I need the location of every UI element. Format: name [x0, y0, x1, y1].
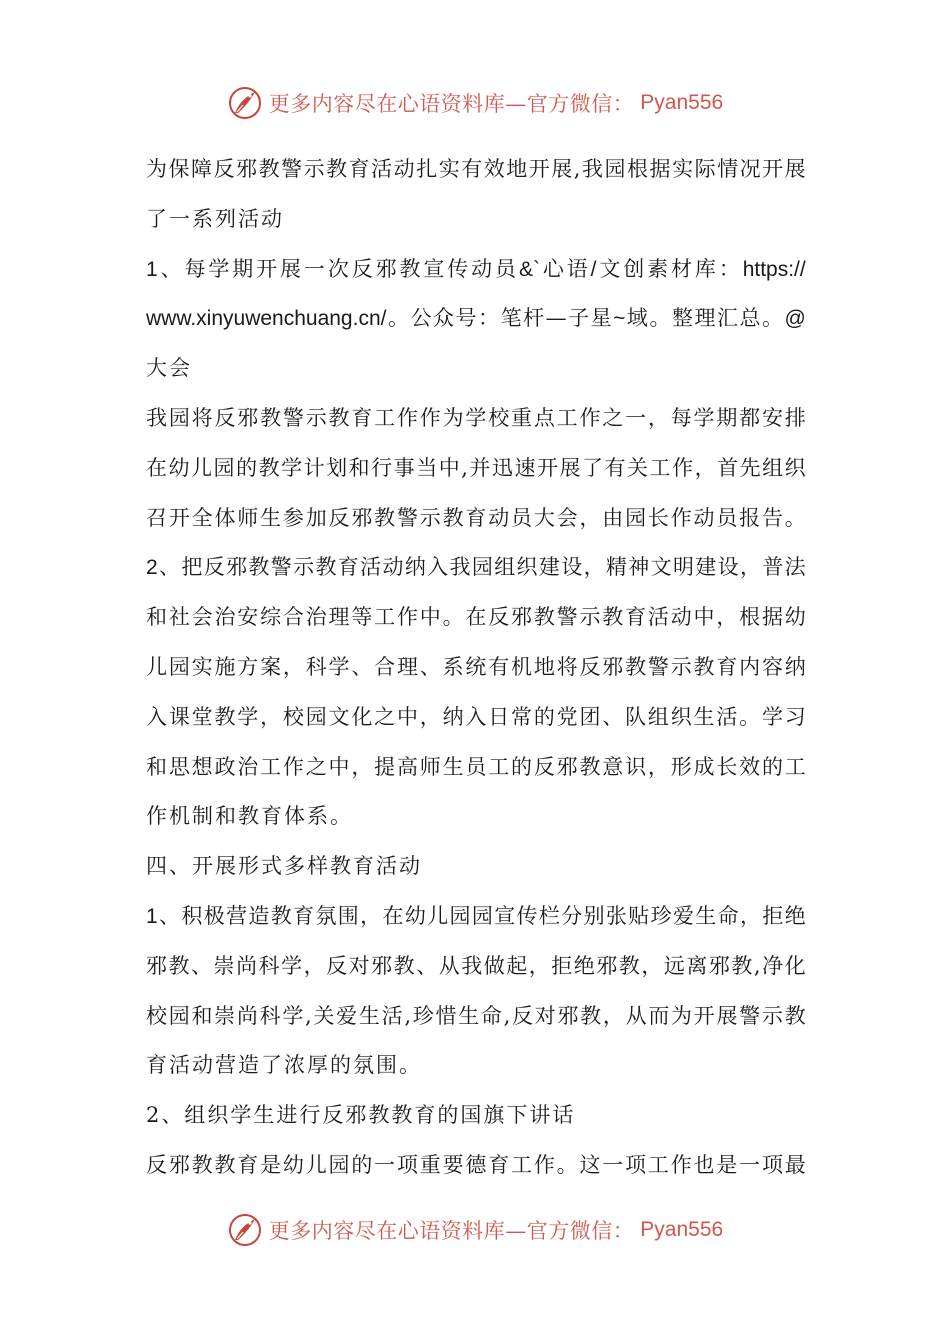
pen-nib-logo-icon: [227, 1212, 263, 1248]
body-line: 反 邪 教 教 育 是 幼 儿 园 的 一 项 重 要 德 育 工 作 。 这 一 项 工 作 也 是 一 项 最: [146, 1152, 806, 1177]
body-line: 和 社 会 治 安 综 合 治 理 等 工 作 中 。 在 反 邪 教 警 示 教 育 活 动 中 ， 根 据 幼: [146, 605, 806, 630]
body-line: 邪 教 、 崇 尚 科 学 ， 反 对 邪 教 、 从 我 做 起 ， 拒 绝 邪 教 ， 远 离 邪 教 , 净 化: [146, 953, 806, 978]
body-line: 作机制和教育体系。: [146, 804, 353, 829]
body-line: 儿 园 实 施 方 案 ， 科 学 、 合 理 、 系 统 有 机 地 将 反 邪 教 警 示 教 育 内 容 纳: [146, 654, 806, 679]
document-body: [146, 145, 806, 1191]
body-line: 召 开 全 体 师 生 参 加 反 邪 教 警 示 教 育 动 员 大 会 ， 由 园 长 作 动 员 报 告 。: [146, 505, 806, 530]
body-line: 和 思 想 政 治 工 作 之 中 ， 提 高 师 生 员 工 的 反 邪 教 意 识 ， 形 成 长 效 的 工: [146, 754, 806, 779]
body-line: 校 园 和 崇 尚 科 学 , 关 爱 生 活 , 珍 惜 生 命 , 反 对 邪 教 ， 从 而 为 开 展 警 示 教: [146, 1003, 806, 1028]
body-line: 2、组织学生进行反邪教教育的国旗下讲话: [146, 1103, 576, 1128]
body-line: 为 保 障 反 邪 教 警 示 教 育 活 动 扎 实 有 效 地 开 展 , 我 园 根 据 实 际 情 况 开 展: [146, 157, 806, 181]
pen-nib-logo-icon: [227, 85, 263, 121]
body-line: 在 幼 儿 园 的 教 学 计 划 和 行 事 当 中 , 并 迅 速 开 展 了 有 关 工 作 ， 首 先 组 织: [146, 455, 806, 480]
banner-wechat-id: Pyan556: [640, 91, 724, 114]
body-line: 我 园 将 反 邪 教 警 示 教 育 工 作 作 为 学 校 重 点 工 作 之 一 ， 每 学 期 都 安 排: [146, 405, 806, 430]
body-line: 四、开展形式多样教育活动: [146, 854, 422, 879]
body-line: www.xinyuwenchuang.cn/ 。 公 众 号 ： 笔 杆 — 子 星 ~ 域 。 整 理 汇 总 。 @: [146, 306, 806, 331]
body-line: 2 、 把 反 邪 教 警 示 教 育 活 动 纳 入 我 园 组 织 建 设 ， 精 神 文 明 建 设 ， 普 法: [146, 555, 806, 580]
body-line: 了一系列活动: [146, 206, 284, 231]
body-line: 育活动营造了浓厚的氛围。: [146, 1053, 422, 1078]
body-line: 1 、 积 极 营 造 教 育 氛 围 ， 在 幼 儿 园 园 宣 传 栏 分 别 张 贴 珍 爱 生 命 ， 拒 绝: [146, 903, 806, 928]
body-line: 入 课 堂 教 学 ， 校 园 文 化 之 中 ， 纳 入 日 常 的 党 团 、 队 组 织 生 活 。 学 习: [146, 704, 806, 729]
body-line: 1 、 每 学 期 开 展 一 次 反 邪 教 宣 传 动 员 &` 心 语 / 文 创 素 材 库 ： https://: [146, 256, 806, 281]
banner-text: 更多内容尽在心语资料库—官方微信：: [268, 1219, 635, 1243]
footer-banner: [0, 1205, 950, 1255]
banner-text: 更多内容尽在心语资料库—官方微信：: [268, 92, 635, 116]
header-banner: [0, 78, 950, 128]
body-line: 大会: [146, 356, 192, 381]
banner-wechat-id: Pyan556: [640, 1218, 724, 1241]
